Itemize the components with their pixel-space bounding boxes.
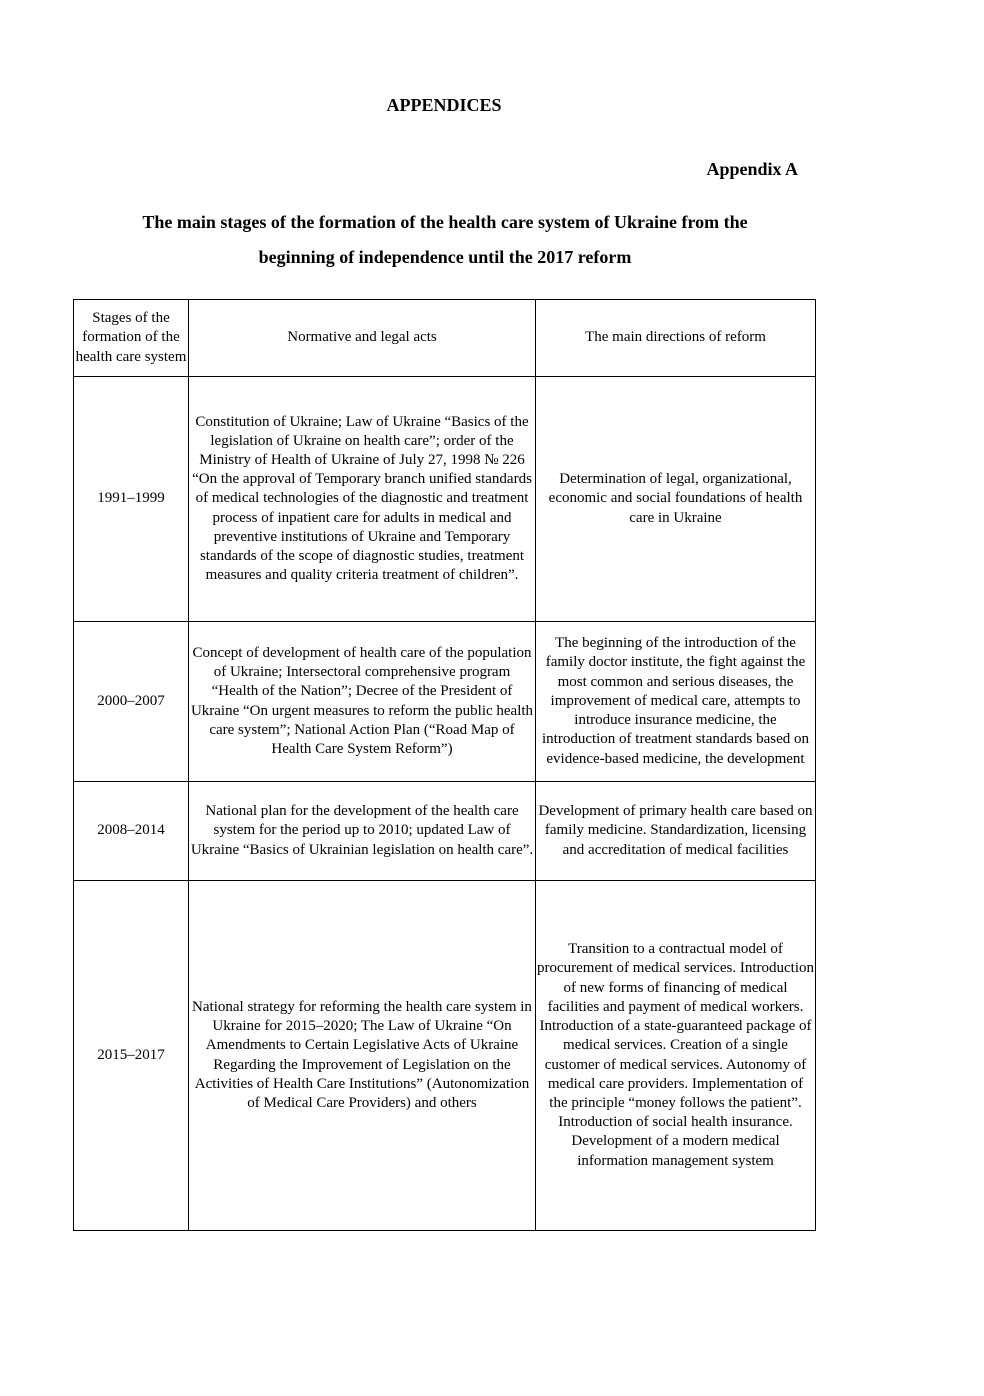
stage-cell: 2008–2014: [74, 782, 189, 881]
table-title: [60, 205, 830, 275]
stages-table: [73, 299, 816, 1231]
table-row: [74, 377, 816, 622]
directions-cell: Transition to a contractual model of procurement of medical services. Introduction of new forms of financing of medical facilities and payment of medical workers. Introduction of a state-guaranteed package of medical services. Creation of a single customer of medical services. Autonomy of medical care providers. Implementation of the principle “money follows the patient”. Introduction of social health insurance. Development of a modern medical information management system: [536, 881, 816, 1231]
stage-cell: 1991–1999: [74, 377, 189, 622]
directions-cell: Development of primary health care based on family medicine. Standardization, licensing and accreditation of medical facilities: [536, 782, 816, 881]
directions-cell: Determination of legal, organizational, economic and social foundations of health care in Ukraine: [536, 377, 816, 622]
table-row: [74, 622, 816, 782]
table-title-line-2: beginning of independence until the 2017 reform: [258, 247, 632, 267]
table-title-line-1: The main stages of the formation of the health care system of Ukraine from the: [142, 212, 748, 232]
table-header-row: [74, 300, 816, 377]
acts-cell: Constitution of Ukraine; Law of Ukraine “Basics of the legislation of Ukraine on health care”; order of the Ministry of Health of Ukraine of July 27, 1998 № 226 “On the approval of Temporary branch unified standards of medical technologies of the diagnostic and treatment process of inpatient care for adults in medical and preventive institutions of Ukraine and Temporary standards of the scope of diagnostic studies, treatment measures and quality criteria treatment of children”.: [189, 377, 536, 622]
acts-cell: National strategy for reforming the health care system in Ukraine for 2015–2020; The Law of Ukraine “On Amendments to Certain Legislative Acts of Ukraine Regarding the Improvement of Legislation on the Activities of Health Care Institutions” (Autonomization of Medical Care Providers) and others: [189, 881, 536, 1231]
acts-cell: Concept of development of health care of the population of Ukraine; Intersectoral comprehensive program “Health of the Nation”; Decree of the President of Ukraine “On urgent measures to reform the public health care system”; National Action Plan (“Road Map of Health Care System Reform”): [189, 622, 536, 782]
page-heading: APPENDICES: [386, 95, 502, 115]
header-directions: The main directions of reform: [536, 300, 816, 377]
appendix-label: Appendix A: [706, 159, 798, 179]
table-row: [74, 782, 816, 881]
header-acts: Normative and legal acts: [189, 300, 536, 377]
stage-cell: 2000–2007: [74, 622, 189, 782]
directions-cell: The beginning of the introduction of the family doctor institute, the fight against the most common and serious diseases, the improvement of medical care, attempts to introduce insurance medicine, the introduction of treatment standards based on evidence-based medicine, the development: [536, 622, 816, 782]
acts-cell: National plan for the development of the health care system for the period up to 2010; updated Law of Ukraine “Basics of Ukrainian legislation on health care”.: [189, 782, 536, 881]
header-stages: Stages of the formation of the health care system: [74, 300, 189, 377]
table-row: [74, 881, 816, 1231]
stage-cell: 2015–2017: [74, 881, 189, 1231]
